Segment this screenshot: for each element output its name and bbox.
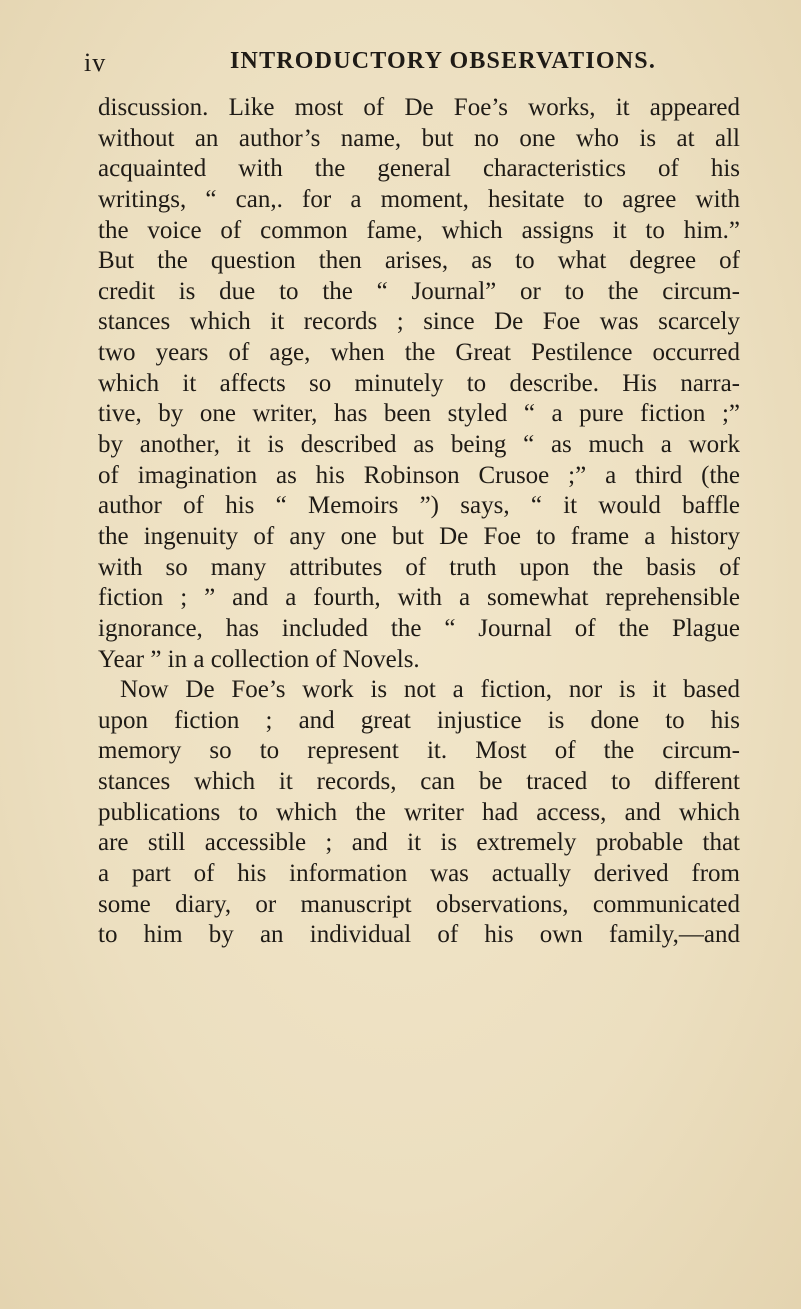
- text-line: upon fiction ; and great injustice is done to his: [98, 706, 740, 734]
- text-line: the voice of common fame, which assigns it to him.”: [98, 216, 740, 244]
- text-line: which it affects so minutely to describe. His narra-: [98, 369, 740, 397]
- text-line: writings, “ can,. for a moment, hesitate to agree with: [98, 185, 740, 213]
- text-line: two years of age, when the Great Pestilence occurred: [98, 339, 740, 367]
- text-line: a part of his information was actually derived from: [98, 860, 740, 888]
- text-line: of imagination as his Robinson Crusoe ;” a third (the: [98, 461, 740, 489]
- text-line: tive, by one writer, has been styled “ a pure fiction ;”: [98, 400, 740, 428]
- text-line: some diary, or manuscript observations, communicated: [98, 890, 740, 918]
- body-text: [98, 93, 740, 951]
- text-line: to him by an individual of his own family,—and: [98, 921, 740, 949]
- page-number: iv: [84, 48, 107, 77]
- text-line: But the question then arises, as to what degree of: [98, 247, 740, 275]
- running-title: INTRODUCTORY OBSERVATIONS.: [230, 48, 657, 74]
- text-line: with so many attributes of truth upon the basis of: [98, 553, 740, 581]
- text-line: by another, it is described as being “ as much a work: [98, 431, 740, 459]
- text-line: are still accessible ; and it is extremely probable that: [98, 829, 740, 857]
- text-line: Year ” in a collection of Novels.: [98, 645, 420, 673]
- text-line: publications to which the writer had access, and which: [98, 798, 740, 826]
- text-line: Now De Foe’s work is not a fiction, nor is it based: [120, 676, 740, 704]
- text-line: stances which it records, can be traced to different: [98, 768, 740, 796]
- text-line: memory so to represent it. Most of the circum-: [98, 737, 740, 765]
- text-line: credit is due to the “ Journal” or to the circum-: [98, 277, 740, 305]
- page-header: [0, 48, 801, 84]
- text-line: acquainted with the general characteristics of his: [98, 155, 740, 183]
- text-line: stances which it records ; since De Foe was scarcely: [98, 308, 740, 336]
- text-line: fiction ; ” and a fourth, with a somewhat reprehensible: [98, 584, 740, 612]
- text-line: discussion. Like most of De Foe’s works, it appeared: [98, 94, 740, 121]
- text-line: the ingenuity of any one but De Foe to frame a history: [98, 522, 740, 550]
- text-line: author of his “ Memoirs ”) says, “ it would baffle: [98, 492, 740, 520]
- text-line: without an author’s name, but no one who is at all: [98, 124, 740, 152]
- text-line: ignorance, has included the “ Journal of the Plague: [98, 614, 740, 642]
